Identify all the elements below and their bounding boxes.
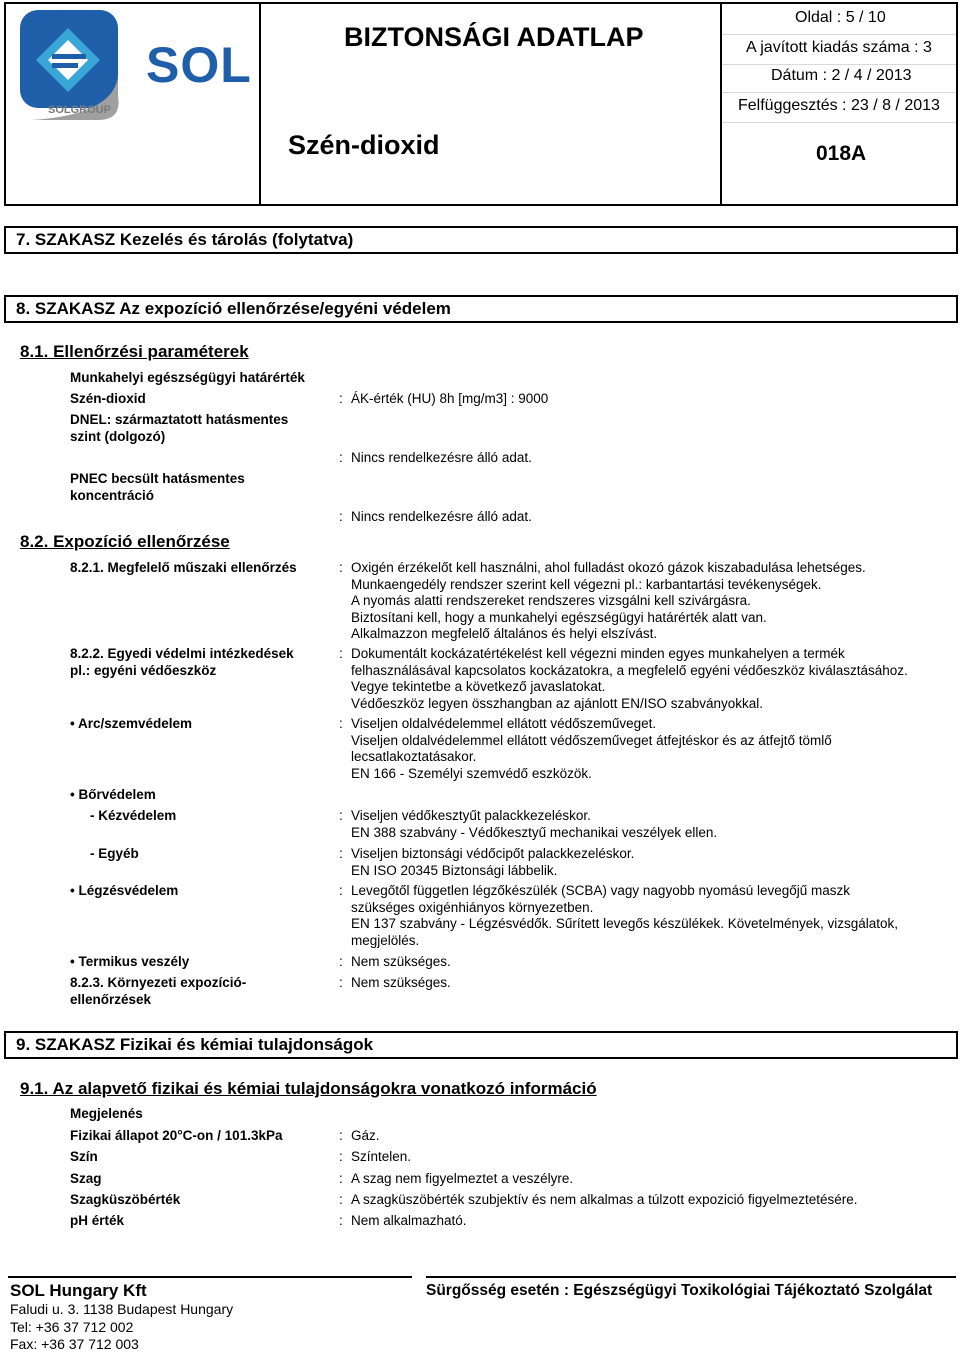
text-line: Viseljen oldalvédelemmel ellátott védőszeműveget. [351,716,657,731]
text-line: lecsatlakoztatásakor. [351,749,477,764]
hand-protection-label: - Kézvédelem [90,808,177,823]
colon: : [339,1171,343,1186]
pnec-value: Nincs rendelkezésre álló adat. [351,509,532,524]
colon: : [339,450,343,465]
eye-protection-label: • Arc/szemvédelem [70,716,193,731]
colon: : [339,391,343,406]
text-line: EN 166 - Személyi szemvédő eszközök. [351,765,592,781]
section-9-header [4,1031,958,1059]
product-name: Szén-dioxid [288,130,440,160]
environmental-exposure-value: Nem szükséges. [351,975,451,990]
sol-logo [18,8,252,126]
text-line: Munkaengedély rendszer szerint kell végezni pl.: karbantartási tevékenységek. [351,576,822,592]
company-address: Faludi u. 3. 1138 Budapest Hungary [10,1301,234,1317]
colon: : [339,1192,343,1207]
co2-label: Szén-dioxid [70,391,146,406]
colon: : [339,646,343,661]
text-line: Vegye tekintetbe a következő javaslatokat. [351,679,606,694]
individual-protection-text [351,646,956,712]
skin-protection-label: • Bőrvédelem [70,787,156,802]
text-line: A nyomás alatti rendszereket rendszeres vizsgálni kell szivárgásra. [351,593,751,608]
colon: : [339,954,343,969]
text-line: Biztosítani kell, hogy a munkahelyi egészségügyi határérték alatt van. [351,609,767,625]
environmental-exposure-label [70,975,246,1008]
footer-divider [426,1276,956,1278]
subsection-8-2: 8.2. Expozíció ellenőrzése [20,532,230,551]
logo-text: SOL [146,37,252,93]
property-value-odor: A szag nem figyelmeztet a veszélyre. [351,1171,574,1186]
colon: : [339,716,343,731]
subsection-9-1: 9.1. Az alapvető fizikai és kémiai tulajdonságokra vonatkozó információ [20,1079,597,1098]
colon: : [339,846,343,861]
revision-date: Dátum : 2 / 4 / 2013 [771,67,912,84]
colon: : [339,560,343,575]
dnel-label: DNEL: származtatott hatásmentes szint (dolgozó) [70,412,289,444]
colon: : [339,975,343,990]
text-line: 8.2.3. Környezeti expozíció- [70,975,247,990]
text-line: megjelölés. [351,932,420,948]
property-label-state: Fizikai állapot 20°C-on / 101.3kPa [70,1128,283,1143]
section-7-header [4,226,958,254]
engineering-controls-text [351,560,951,643]
eye-protection-text [351,716,951,782]
company-phone: Tel: +36 37 712 002 [10,1319,134,1335]
section-9-title: 9. SZAKASZ Fizikai és kémiai tulajdonságok [16,1035,374,1054]
footer-divider [8,1276,412,1278]
other-protection-label: - Egyéb [90,846,139,861]
pnec-label: PNEC becsült hatásmentes koncentráció [70,471,245,503]
property-label-ph: pH érték [70,1213,125,1228]
text-line: Viseljen biztonsági védőcipőt palackkezeléskor. [351,846,635,861]
text-line: Védőeszköz legyen összhangban az ajánlott EN/ISO szabványokkal. [351,695,763,711]
property-value-odor-threshold: A szagküszöbérték szubjektív és nem alkalmas a túlzott expozició figyelmeztetésére. [351,1192,858,1207]
supersedes-date: Felfüggesztés : 23 / 8 / 2013 [738,97,940,114]
co2-value: ÁK-érték (HU) 8h [mg/m3] : 9000 [351,391,549,406]
individual-protection-label [70,646,294,679]
emergency-contact: Sürgősség esetén : Egészségügyi Toxikológiai Tájékoztató Szolgálat [426,1282,933,1299]
text-line: Oxigén érzékelőt kell használni, ahol fulladást okozó gázok kiszabadulása lehetséges. [351,560,866,575]
company-fax: Fax: +36 37 712 003 [10,1336,139,1352]
thermal-hazard-label: • Termikus veszély [70,954,190,969]
text-line: Alkalmazzon megfelelő általános és helyi elszívást. [351,626,658,641]
section-8-title: 8. SZAKASZ Az expozíció ellenőrzése/egyéni védelem [16,299,451,318]
revision-number: A javított kiadás száma : 3 [746,39,932,56]
text-line: ellenőrzések [70,991,152,1007]
colon: : [339,1128,343,1143]
respiratory-protection-label: • Légzésvédelem [70,883,179,898]
colon: : [339,1213,343,1228]
oel-heading: Munkahelyi egészségügyi határérték [70,370,305,385]
property-value-ph: Nem alkalmazható. [351,1213,467,1228]
text-line: EN 137 szabvány - Légzésvédők. Sűrített levegős készülékek. Követelmények, vizsgálatok, [351,916,899,931]
property-label-odor-threshold: Szagküszöbérték [70,1192,181,1207]
engineering-controls-label: 8.2.1. Megfelelő műszaki ellenőrzés [70,560,297,575]
text-line: pl.: egyéni védőeszköz [70,662,217,678]
document-title: BIZTONSÁGI ADATLAP [344,22,644,52]
document-header [4,2,958,206]
colon: : [339,1149,343,1164]
appearance-heading: Megjelenés [70,1106,143,1121]
text-line: EN 388 szabvány - Védőkesztyű mechanikai veszélyek ellen. [351,824,718,840]
logo-subtext: SOLGROUP [48,104,111,116]
text-line: 8.2.2. Egyedi védelmi intézkedések [70,646,294,661]
text-line: felhasználásával kapcsolatos kockázatokra, a megfelelő egyéni védőeszköz kiválasztásához. [351,662,908,678]
colon: : [339,509,343,524]
section-7-title: 7. SZAKASZ Kezelés és tárolás (folytatva) [16,230,354,249]
product-code: 018A [816,142,867,165]
text-line: Viseljen védőkesztyűt palackkezeléskor. [351,808,591,823]
hand-protection-text [351,808,951,841]
text-line: Viseljen oldalvédelemmel ellátott védőszeműveget átfejtéskor és az átfejtő tömlő [351,732,832,748]
text-line: Levegőtől független légzőkészülék (SCBA) vagy nagyobb nyomású levegőjű maszk [351,883,851,898]
other-protection-text [351,846,951,879]
property-label-odor: Szag [70,1171,102,1186]
text-line: EN ISO 20345 Biztonsági lábbelik. [351,862,558,878]
colon: : [339,808,343,823]
property-value-color: Színtelen. [351,1149,412,1164]
text-line: szükséges oxigénhiányos környezetben. [351,899,594,915]
colon: : [339,883,343,898]
page-number: Oldal : 5 / 10 [795,9,886,26]
respiratory-protection-text [351,883,951,949]
text-line: Dokumentált kockázatértékelést kell végezni minden egyes munkahelyen a termék [351,646,845,661]
dnel-value: Nincs rendelkezésre álló adat. [351,450,532,465]
property-label-color: Szín [70,1149,98,1164]
company-name: SOL Hungary Kft [10,1281,147,1300]
thermal-hazard-value: Nem szükséges. [351,954,451,969]
property-value-state: Gáz. [351,1128,380,1143]
subsection-8-1: 8.1. Ellenőrzési paraméterek [20,342,249,361]
section-8-header [4,295,958,323]
